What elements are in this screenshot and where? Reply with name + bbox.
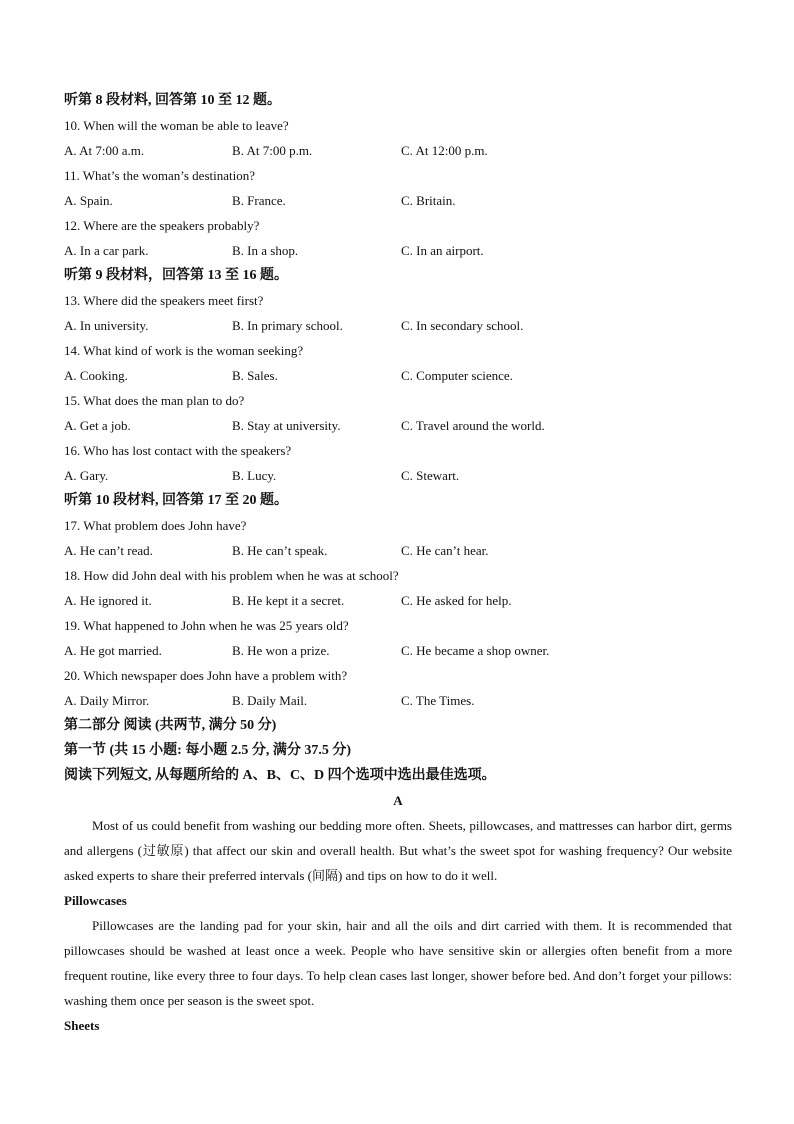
option-c: C. He asked for help. [401,593,512,608]
option-c: C. Travel around the world. [401,418,545,433]
listening-group-header: 听第 9 段材料，回答第 13 至 16 题。 [64,268,288,283]
question-14: 14. What kind of work is the woman seeking? [64,343,304,358]
option-b: B. Sales. [232,368,278,383]
option-a: A. Daily Mirror. [64,693,150,708]
option-a: A. Gary. [64,468,109,483]
option-a: A. He ignored it. [64,593,152,608]
options-row [64,538,732,563]
option-b: B. He can’t speak. [232,543,328,558]
reading-section-title: 第一节 (共 15 小题: 每小题 2.5 分, 满分 37.5 分) [64,743,351,758]
options-row [64,238,732,263]
question-17: 17. What problem does John have? [64,518,247,533]
listening-group-header: 听第 8 段材料, 回答第 10 至 12 题。 [64,93,281,108]
exam-page [64,88,732,1038]
option-b: B. France. [232,193,286,208]
question-18: 18. How did John deal with his problem when he was at school? [64,568,399,583]
option-b: B. Daily Mail. [232,693,308,708]
options-row [64,188,732,213]
options-row [64,363,732,388]
option-b: B. At 7:00 p.m. [232,143,313,158]
options-row [64,463,732,488]
option-c: C. He can’t hear. [401,543,489,558]
option-a: A. Spain. [64,193,113,208]
question-16: 16. Who has lost contact with the speakers? [64,443,292,458]
option-a: A. He got married. [64,643,162,658]
subheading-pillowcases: Pillowcases [64,893,127,908]
question-19: 19. What happened to John when he was 25 years old? [64,618,349,633]
options-row [64,588,732,613]
option-b: B. He won a prize. [232,643,330,658]
option-c: C. He became a shop owner. [401,643,550,658]
option-a: A. He can’t read. [64,543,153,558]
listening-group-header: 听第 10 段材料, 回答第 17 至 20 题。 [64,493,288,508]
option-b: B. In primary school. [232,318,343,333]
option-c: C. Stewart. [401,468,460,483]
passage-pillowcases: Pillowcases are the landing pad for your skin, hair and all the oils and dirt carried with them. It is recommended that pillowcases should be washed at least once a week. People who have sensitive skin or allergies often benefit from a more frequent routine, like every three to four days. To help clean cases last longer, shower before bed. And don’t forget your pillows: washing them once per season is the sweet spot. [64,918,732,1008]
question-11: 11. What’s the woman’s destination? [64,168,255,183]
question-13: 13. Where did the speakers meet first? [64,293,264,308]
option-c: C. At 12:00 p.m. [401,143,488,158]
subheading-sheets: Sheets [64,1018,100,1033]
question-12: 12. Where are the speakers probably? [64,218,260,233]
question-10: 10. When will the woman be able to leave? [64,118,289,133]
options-row [64,638,732,663]
option-b: B. Stay at university. [232,418,341,433]
option-a: A. In university. [64,318,149,333]
option-b: B. Lucy. [232,468,277,483]
option-a: A. At 7:00 a.m. [64,143,145,158]
passage-label: A [393,793,403,808]
option-c: C. Britain. [401,193,456,208]
option-a: A. In a car park. [64,243,149,258]
reading-part-title: 第二部分 阅读 (共两节, 满分 50 分) [64,718,277,733]
option-c: C. In secondary school. [401,318,524,333]
options-row [64,313,732,338]
question-20: 20. Which newspaper does John have a problem with? [64,668,348,683]
option-a: A. Cooking. [64,368,128,383]
passage-intro: Most of us could benefit from washing our bedding more often. Sheets, pillowcases, and mattresses can harbor dirt, germs and allergens (过敏原) that affect our skin and overall health. But what’s the sweet spot for washing frequency? Our website asked experts to share their preferred intervals (间隔) and tips on how to do it well. [64,818,732,883]
options-row [64,138,732,163]
option-a: A. Get a job. [64,418,131,433]
options-row [64,413,732,438]
options-row [64,688,732,713]
option-c: C. Computer science. [401,368,513,383]
option-c: C. In an airport. [401,243,484,258]
option-c: C. The Times. [401,693,475,708]
option-b: B. He kept it a secret. [232,593,345,608]
option-b: B. In a shop. [232,243,299,258]
question-15: 15. What does the man plan to do? [64,393,245,408]
reading-instruction: 阅读下列短文, 从每题所给的 A、B、C、D 四个选项中选出最佳选项。 [64,768,496,783]
